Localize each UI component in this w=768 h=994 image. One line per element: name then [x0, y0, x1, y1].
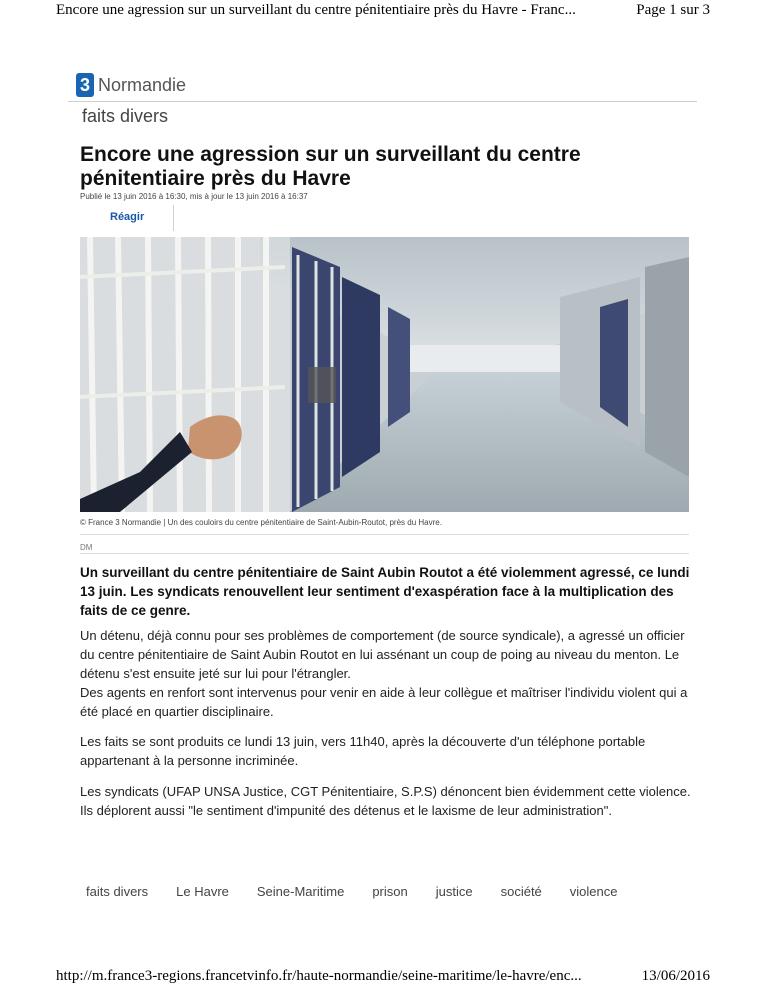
- tag-link[interactable]: Le Havre: [176, 884, 229, 899]
- header-divider: [68, 101, 697, 102]
- prison-corridor-photo-icon: [80, 237, 689, 512]
- print-url: http://m.france3-regions.francetvinfo.fr/haute-normandie/seine-maritime/le-havre/enc...: [56, 968, 582, 984]
- publication-date: Publié le 13 juin 2016 à 16:30, mis à jour le 13 juin 2016 à 16:37: [80, 192, 308, 201]
- photo-caption: © France 3 Normandie | Un des couloirs du centre pénitentiaire de Saint-Aubin-Routot, près du Havre.: [80, 518, 442, 527]
- print-page-number: Page 1 sur 3: [636, 2, 710, 18]
- print-page-title: Encore une agression sur un surveillant du centre pénitentiaire près du Havre - Franc...: [56, 2, 576, 18]
- tag-list: [86, 884, 618, 899]
- article-photo: [80, 237, 689, 512]
- tag-link[interactable]: faits divers: [86, 884, 149, 899]
- tag-link[interactable]: prison: [372, 884, 408, 899]
- paragraph-line: Des agents en renfort sont intervenus pour venir en aide à leur collègue et maîtriser l'individu violent qui a été placé en quartier disciplinaire.: [80, 685, 688, 719]
- react-divider: [173, 205, 174, 231]
- author-credit: DM: [80, 543, 93, 552]
- tag-link[interactable]: société: [500, 884, 542, 899]
- article-lead: Un surveillant du centre pénitentiaire de Saint Aubin Routot a été violemment agressé, ce lundi 13 juin. Les syndicats renouvellent leur sentiment d'exaspération face à la multiplication des faits de ce genre.: [80, 565, 690, 618]
- print-footer: [0, 968, 768, 990]
- brand-logo[interactable]: [76, 72, 186, 98]
- article-paragraph: Les syndicats (UFAP UNSA Justice, CGT Pénitentiaire, S.P.S) dénoncent bien évidemment cette violence. Ils déplorent aussi "le sentiment d'impunité des détenus et le laxisme de leur administration".: [80, 784, 691, 818]
- react-button[interactable]: Réagir: [110, 211, 145, 223]
- print-header: [0, 0, 768, 22]
- paragraph-line: Un détenu, déjà connu pour ses problèmes de comportement (de source syndicale), a agressé un officier du centre pénitentiaire de Saint Aubin Routot en lui assénant un coup de poing au niveau du menton. Le détenu s'est ensuite jeté sur lui pour l'étrangler.: [80, 628, 685, 681]
- article-paragraph: Les faits se sont produits ce lundi 13 juin, vers 11h40, après la découverte d'un téléphone portable appartenant à la personne incriminée.: [80, 734, 646, 768]
- caption-divider: [80, 534, 689, 535]
- credit-divider: [80, 553, 689, 554]
- print-date: 13/06/2016: [641, 968, 710, 984]
- france3-logo-icon: 3: [76, 73, 94, 97]
- brand-name: Normandie: [98, 74, 187, 95]
- tag-link[interactable]: violence: [569, 884, 618, 899]
- tag-link[interactable]: justice: [435, 884, 473, 899]
- article-headline: Encore une agression sur un surveillant du centre pénitentiaire près du Havre: [80, 143, 581, 190]
- tag-link[interactable]: Seine-Maritime: [256, 884, 345, 899]
- article-paragraph: [80, 626, 696, 721]
- section-title[interactable]: faits divers: [82, 106, 169, 126]
